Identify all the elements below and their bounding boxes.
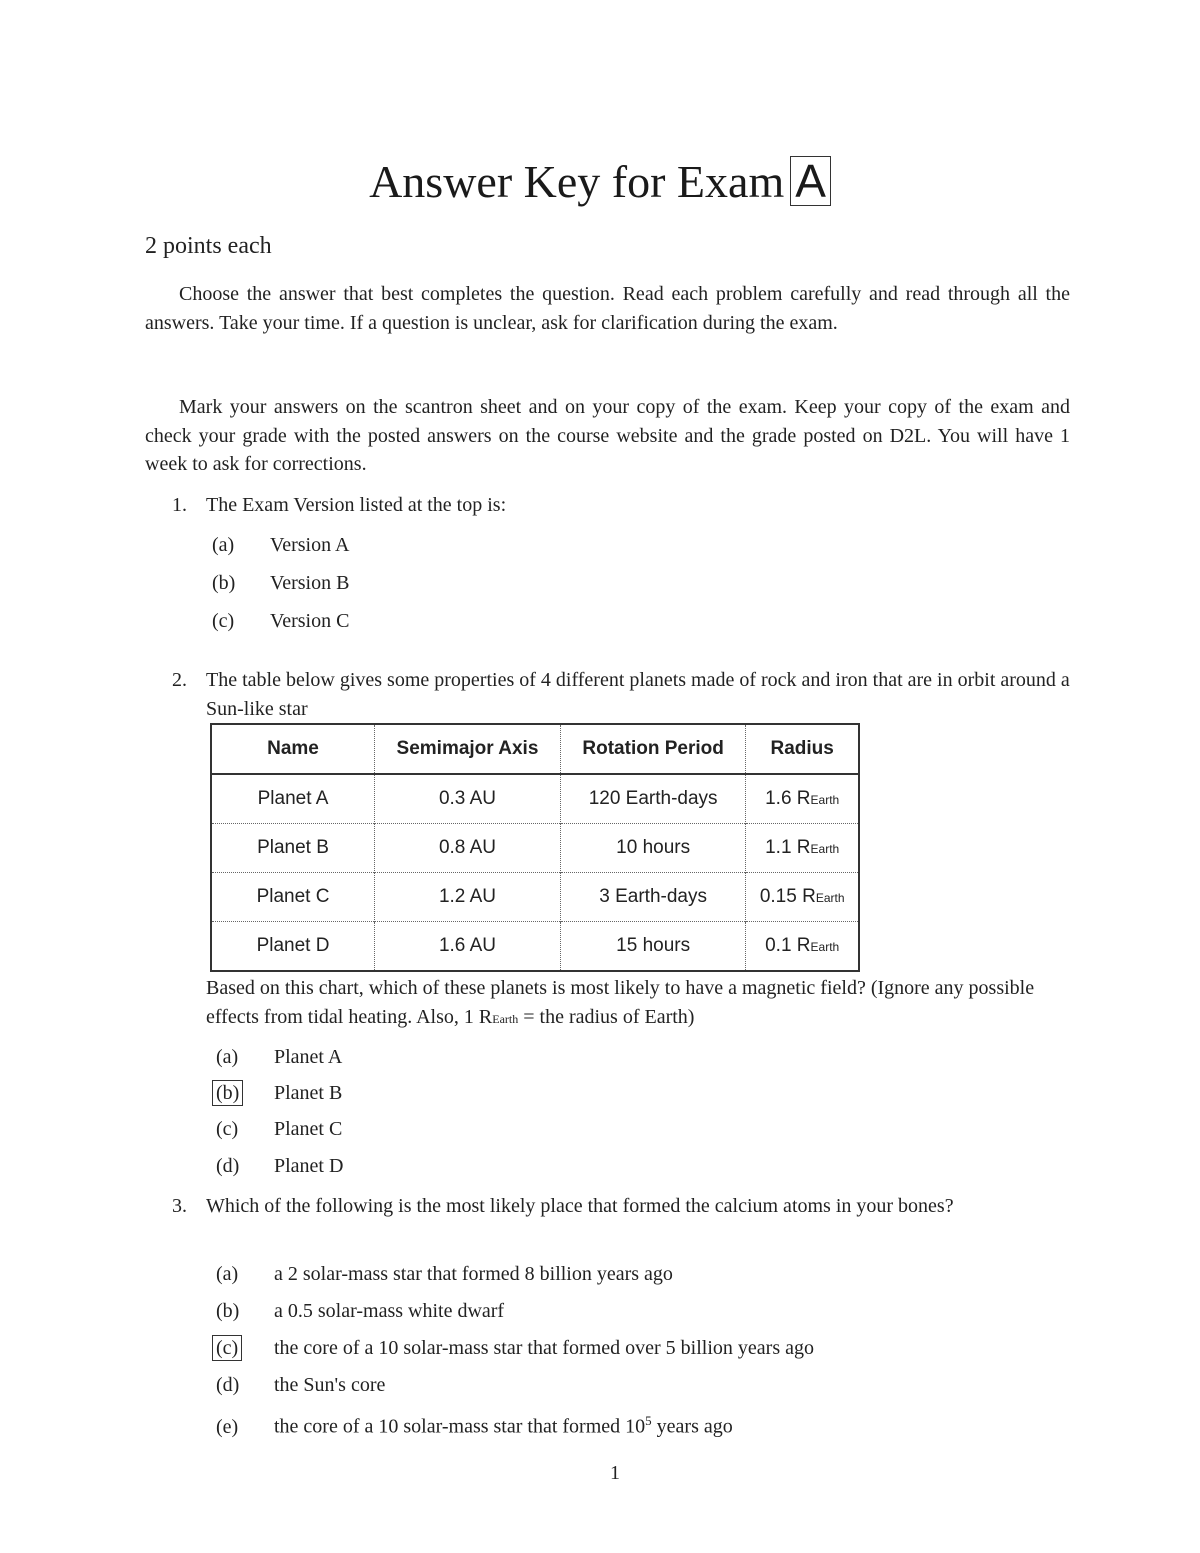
title-text: Answer Key for Exam <box>369 156 785 207</box>
radius-value: 0.15 R <box>759 886 816 907</box>
cell-axis: 1.2 AU <box>375 873 561 922</box>
question-number: 2. <box>172 669 187 691</box>
cell-period: 120 Earth-days <box>560 774 745 824</box>
cell-name: Planet A <box>211 774 375 824</box>
radius-subscript: Earth <box>810 793 840 807</box>
option-label: (a) <box>216 1046 239 1068</box>
option-label: (b) <box>216 1300 240 1322</box>
exponent: 5 <box>645 1413 652 1428</box>
question-number: 3. <box>172 1195 187 1217</box>
question-text: The table below gives some properties of 4 different planets made of rock and iron that are in orbit around a Sun-like star <box>206 669 1070 720</box>
header-name: Name <box>211 724 375 774</box>
radius-value: 0.1 R <box>765 935 811 956</box>
radius-subscript: Earth <box>815 891 845 905</box>
cell-radius <box>746 922 859 972</box>
option-text <box>274 1407 733 1441</box>
option-label: (c) <box>216 1118 239 1140</box>
table-row <box>211 873 859 922</box>
option-text: Planet A <box>274 1046 343 1068</box>
cell-period: 15 hours <box>560 922 745 972</box>
option-label: (e) <box>216 1415 239 1438</box>
header-rotation-period: Rotation Period <box>560 724 745 774</box>
option-label-correct <box>216 1079 274 1107</box>
option-text: Planet D <box>274 1155 344 1177</box>
table-row <box>211 922 859 972</box>
option-text: Version B <box>270 572 350 594</box>
instructions-paragraph-2: Mark your answers on the scantron sheet and on your copy of the exam. Keep your copy of the exam and check your grade with the posted answers on the course website and the grade posted on D2L. You will have 1 week to ask for corrections. <box>145 396 1070 475</box>
question-2-followup <box>206 974 1070 1033</box>
cell-axis: 0.3 AU <box>375 774 561 824</box>
instructions-paragraph-1: Choose the answer that best completes the question. Read each problem carefully and read through all the answers. Take your time. If a question is unclear, ask for clarification during the exam. <box>145 283 1070 334</box>
cell-axis: 1.6 AU <box>375 922 561 972</box>
question-number: 1. <box>172 494 187 516</box>
question-text: The Exam Version listed at the top is: <box>206 494 507 516</box>
q1-option-b <box>212 569 349 597</box>
followup-text-2: = the radius of Earth) <box>518 1005 695 1028</box>
table-header-row <box>211 724 859 774</box>
q3-option-e <box>216 1407 733 1441</box>
correct-answer-box: (b) <box>212 1080 243 1106</box>
q3-option-c <box>216 1334 814 1362</box>
option-text: Planet C <box>274 1118 343 1140</box>
option-label-correct <box>216 1334 274 1362</box>
q3-option-b <box>216 1297 504 1325</box>
section-heading: 2 points each <box>145 233 272 259</box>
q2-option-b <box>216 1079 342 1107</box>
followup-subscript: Earth <box>492 1011 519 1026</box>
option-label: (d) <box>216 1155 240 1177</box>
option-label: (b) <box>212 572 236 594</box>
cell-name: Planet D <box>211 922 375 972</box>
cell-radius <box>746 824 859 873</box>
header-radius: Radius <box>746 724 859 774</box>
header-semimajor-axis: Semimajor Axis <box>375 724 561 774</box>
question-2 <box>172 666 1070 723</box>
page-title <box>0 152 1200 212</box>
q2-option-d <box>216 1152 343 1180</box>
cell-radius <box>746 774 859 824</box>
page-number: 1 <box>610 1462 620 1484</box>
option-text: Version A <box>270 534 350 556</box>
option-text: the Sun's core <box>274 1374 386 1396</box>
correct-answer-box: (c) <box>212 1335 242 1361</box>
planet-properties-table <box>210 723 860 972</box>
cell-name: Planet B <box>211 824 375 873</box>
cell-axis: 0.8 AU <box>375 824 561 873</box>
option-label: (a) <box>212 534 235 556</box>
option-text-before: the core of a 10 solar-mass star that formed 10 <box>274 1415 646 1438</box>
followup-text-1: Based on this chart, which of these planets is most likely to have a magnetic field? (Ignore any possible effects from tidal heating. Also, 1 R <box>206 977 1035 1028</box>
cell-radius <box>746 873 859 922</box>
option-label: (c) <box>212 610 235 632</box>
option-text: the core of a 10 solar-mass star that formed over 5 billion years ago <box>274 1337 814 1359</box>
option-label: (a) <box>216 1263 239 1285</box>
option-text-after: years ago <box>651 1415 733 1438</box>
exam-version-box: A <box>790 156 831 206</box>
option-text: a 2 solar-mass star that formed 8 billion years ago <box>274 1263 673 1285</box>
option-text: Version C <box>270 610 350 632</box>
table-row <box>211 774 859 824</box>
q3-option-a <box>216 1260 673 1288</box>
radius-value: 1.1 R <box>765 837 811 858</box>
option-text: a 0.5 solar-mass white dwarf <box>274 1300 505 1322</box>
q3-option-d <box>216 1371 385 1399</box>
radius-value: 1.6 R <box>765 788 811 809</box>
q2-option-a <box>216 1043 342 1071</box>
radius-subscript: Earth <box>810 940 840 954</box>
radius-subscript: Earth <box>810 842 840 856</box>
question-3 <box>172 1192 1070 1221</box>
q2-option-c <box>216 1115 342 1143</box>
option-text: Planet B <box>274 1082 343 1104</box>
table-row <box>211 824 859 873</box>
cell-name: Planet C <box>211 873 375 922</box>
question-1 <box>172 491 1070 520</box>
q1-option-a <box>212 531 349 559</box>
question-text: Which of the following is the most likely place that formed the calcium atoms in your bones? <box>206 1195 954 1217</box>
cell-period: 3 Earth-days <box>560 873 745 922</box>
q1-option-c <box>212 607 349 635</box>
cell-period: 10 hours <box>560 824 745 873</box>
option-label: (d) <box>216 1374 240 1396</box>
